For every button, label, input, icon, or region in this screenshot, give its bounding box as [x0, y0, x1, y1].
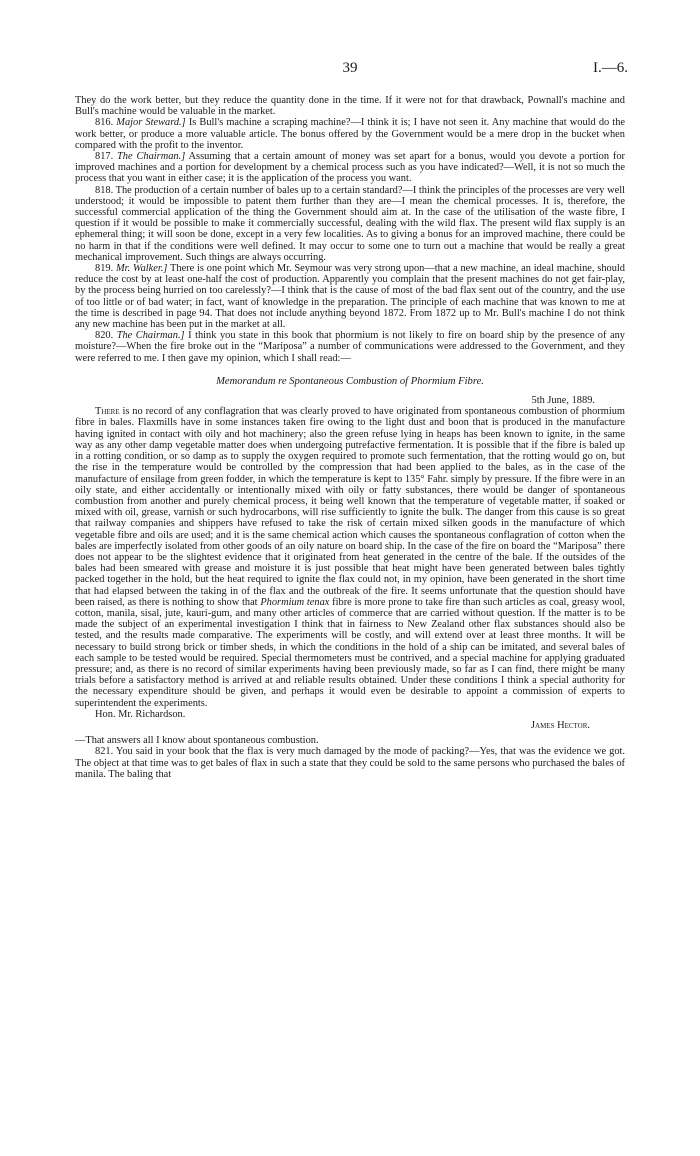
page-header [0, 60, 700, 80]
question-number: 817. [95, 151, 114, 163]
document-reference: I.—6. [593, 60, 628, 76]
speaker: Major Steward.] [116, 117, 186, 129]
question-number: 819. [95, 263, 114, 275]
question-817 [75, 151, 625, 185]
question-819 [75, 263, 625, 330]
speaker: The Chairman.] [117, 151, 186, 163]
question-number: 821. [95, 746, 114, 758]
closing-remark: —That answers all I know about spontaneous combustion. [75, 735, 319, 747]
question-number: 820. [95, 330, 114, 342]
speaker: Mr. Walker.] [115, 263, 168, 275]
memo-addressee: Hon. Mr. Richardson. [95, 708, 186, 720]
question-818 [75, 185, 625, 263]
memo-italic-term: Phormium tenax [260, 596, 330, 608]
question-text: I think you state in this book that phormium is not likely to fire on board ship by the presence of any moisture?—When the fire broke out in the “Mariposa” a number of communications were addressed to the Government, and they were referred to me. I then gave my opinion, which I shall read:— [75, 330, 625, 364]
memo-text-part-b: fibre is more prone to take fire than such articles as coal, greasy wool, cotton, manila, sisal, jute, kauri-gum, and many other articles of commerce that are carried without question. If the matter is to be made the subject of an experimental investigation I think that in fairness to New Zealand other flax substances should also be tested, and the results made comparative. The experiments will be costly, and will extend over at least three months. It will be necessary to build strong brick or timber sheds, in which the conditions in the hold of a ship can be imitated, and several bales of each sample to be tested would be required. Special thermometers must be contrived, and a special machine for applying graduated pressure; and, as there is no record of similar experiments having been previously made, so far as I can find, there might be many trials before a satisfactory method is arrived at and reliable results obtained. Under these conditions I think a special authority for the necessary expenditure should be given, and perhaps it would even be desirable to appoint a commission of experts to superintendent the experiments. [75, 596, 625, 709]
speaker: The Chairman.] [116, 330, 185, 342]
memo-date: 5th June, 1889. [531, 395, 595, 407]
question-821 [75, 746, 625, 780]
question-text: You said in your book that the flax is very much damaged by the mode of packing?—Yes, that was the evidence we got. The object at that time was to get bales of flax in such a state that they could be sold to the same persons who purchased the bales of manila. The baling that [75, 746, 625, 780]
question-816 [75, 117, 625, 151]
paragraph-continuation: They do the work better, but they reduce the quantity done in the time. If it were not for that drawback, Pownall's machine and Bull's machine would be valuable in the market. [75, 95, 625, 118]
memo-text-part-a: is no record of any conflagration that was clearly proved to have originated from spontaneous combustion of phormium fibre in bales. Flaxmills have in some instances taken fire owing to the light dust and boon that is produced in the manufacture having ignited in contact with oily and hot machinery; also the green refuse lying in heaps has been known to ignite, in the same way as any other damp vegetable matter does when undergoing putrefactive fermentation. It is possible that if the fibre is baled up in a rotting condition, or so damp as to supply the oxygen required to promote such fermentation, that the rotting would go on, but the rise in the temperature would be controlled by the compression that had been applied to the bales, as in the case of the manufacture of ensilage from green fodder, in which the temperature is kept to 135° Fahr. simply by pressure. If the fibre were in an oily state, and either accidentally or intentionally mixed with oily or fatty substances, there would be danger of spontaneous combustion from another and purely chemical process, it being well known that the temperature of vegetable matter, if soaked or mixed with oil, grease, varnish or such hydrocarbons, will rise sufficiently to ignite the bulk. The danger from this cause is so great that railway companies and shippers have refused to take the risk of certain mixed silken goods in the manufacture of which vegetable fibre and oils are used; and it is the same chemical action which causes the spontaneous conflagration of cotton when the bales are imperfectly isolated from other goods of an oily nature on board ship. In the case of the fire on board the “Mariposa” there does not appear to be the slightest evidence that it originated from heat generated in the centre of the bale. If the outsides of the bales had been smeared with grease and moisture it is just possible that heat might have been generated between bales tightly packed together in the hold, but the heat required to ignite the flax could not, in my opinion, have been generated in the short time that had elapsed between the taking in of the flax and the outbreak of the fire. It seems unfortunate that the question should have been raised, as there is nothing to show that [75, 406, 625, 608]
question-number: 818. [95, 184, 114, 196]
document-body [75, 95, 625, 780]
question-text: Assuming that a certain amount of money was set apart for a bonus, would you devote a portion for improved machines and a portion for development by a chemical process such as you have indicated?—Well, it is not so much the process that you want in either case; it is the application of the process you want. [75, 151, 625, 185]
memo-signature: James Hector. [530, 719, 590, 731]
question-text: The production of a certain number of bales up to a certain standard?—I think the principles of the processes are very well understood; it would be impossible to patent them further than they are—I mean the chemical processes. It is, therefore, the successful commercial application of the thing the Government should aim at. In the case of the utilisation of the waste fibre, I question if it would be possible to make it commercially successful, dealing with the wild flax. The present wild flax supply is an ephemeral thing; it will soon be done, except in a very few localities. As to giving a bonus for an improved machine, there could be no harm in that if the conditions were well defined. It may occur to some one to turn out a machine that would be really a great mechanical improvement. Such things are always occurring. [75, 184, 625, 263]
memo-body [75, 406, 625, 708]
page-number: 39 [342, 60, 358, 76]
memo-first-word: There [95, 406, 120, 418]
question-text: There is one point which Mr. Seymour was very strong upon—that a new machine, an ideal machine, should reduce the cost by at least one-half the cost of production. Apparently you complain that the present machines do not get fair-play, by the process being hurried on too carelessly?—I think that is the cause of most of the bad flax sent out of the country, and the use of too little or of bad water; in fact, want of knowledge in the preparation. The principle of each machine that was known to me at the time is described in page 94. That does not include anything beyond 1872. From 1872 up to Mr. Bull's machine I do not think any new machine has been put in the market at all. [75, 263, 625, 331]
question-820 [75, 330, 625, 364]
question-text: Is Bull's machine a scraping machine?—I think it is; I have not seen it. Any machine that would do the work better, or produce a more valuable article. The bonus offered by the Government would be a mere drop in the bucket when compared with the profit to the inventor. [75, 117, 626, 151]
question-number: 816. [95, 117, 114, 129]
memo-title: Memorandum re Spontaneous Combustion of Phormium Fibre. [216, 375, 484, 387]
